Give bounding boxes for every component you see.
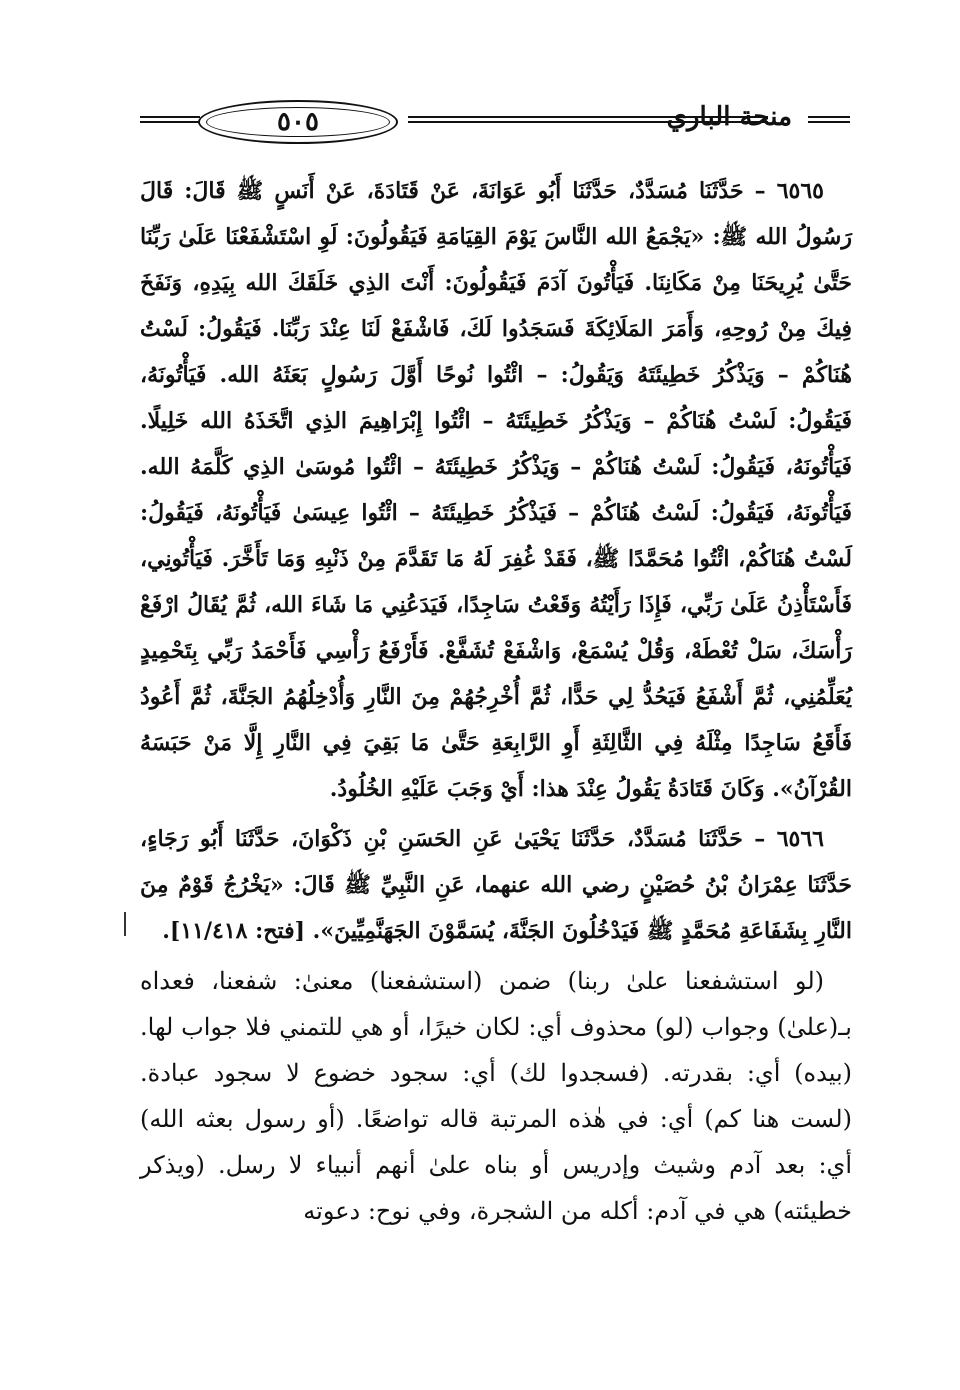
page-body	[140, 168, 852, 1234]
page-number: ٥٠٥	[277, 107, 319, 137]
hadith-6565: ٦٥٦٥ – حَدَّثَنَا مُسَدَّدٌ، حَدَّثَنَا أَبُو عَوَانَةَ، عَنْ قَتَادَةَ، عَنْ أَنَسٍ ﷺ قَالَ: قَالَ رَسُولُ الله ﷺ: «يَجْمَعُ الله النَّاسَ يَوْمَ القِيَامَةِ فَيَقُولُونَ: لَوِ اسْتَشْفَعْنَا عَلَىٰ رَبِّنَا حَتَّىٰ يُرِيحَنَا مِنْ مَكَانِنَا. فَيَأْتُونَ آدَمَ فَيَقُولُونَ: أَنْتَ الذِي خَلَقَكَ الله بِيَدِهِ، وَنَفَخَ فِيكَ مِنْ رُوحِهِ، وَأَمَرَ المَلَائِكَةَ فَسَجَدُوا لَكَ، فَاشْفَعْ لَنَا عِنْدَ رَبِّنَا. فَيَقُولُ: لَسْتُ هُنَاكُمْ – وَيَذْكُرُ خَطِيئَتَهُ وَيَقُولُ: – ائْتُوا نُوحًا أَوَّلَ رَسُولٍ بَعَثَهُ الله. فَيَأْتُونَهُ، فَيَقُولُ: لَسْتُ هُنَاكُمْ – وَيَذْكُرُ خَطِيئَتَهُ – ائْتُوا إِبْرَاهِيمَ الذِي اتَّخَذَهُ الله خَلِيلًا. فَيَأْتُونَهُ، فَيَقُولُ: لَسْتُ هُنَاكُمْ – وَيَذْكُرُ خَطِيئَتَهُ – ائْتُوا مُوسَىٰ الذِي كَلَّمَهُ الله. فَيَأْتُونَهُ، فَيَقُولُ: لَسْتُ هُنَاكُمْ – فَيَذْكُرُ خَطِيئَتَهُ – ائْتُوا عِيسَىٰ فَيَأْتُونَهُ، فَيَقُولُ: لَسْتُ هُنَاكُمْ، ائْتُوا مُحَمَّدًا ﷺ، فَقَدْ غُفِرَ لَهُ مَا تَقَدَّمَ مِنْ ذَنْبِهِ وَمَا تَأَخَّرَ. فَيَأْتُونِي، فَأَسْتَأْذِنُ عَلَىٰ رَبِّي، فَإِذَا رَأَيْتُهُ وَقَعْتُ سَاجِدًا، فَيَدَعُنِي مَا شَاءَ الله، ثُمَّ يُقَالُ ارْفَعْ رَأْسَكَ، سَلْ تُعْطَهْ، وَقُلْ يُسْمَعْ، وَاشْفَعْ تُشَفَّعْ. فَأَرْفَعُ رَأْسِي فَأَحْمَدُ رَبِّي بِتَحْمِيدٍ يُعَلِّمُنِي، ثُمَّ أَشْفَعُ فَيَحُدُّ لِي حَدًّا، ثُمَّ أُخْرِجُهُمْ مِنَ النَّارِ وَأُدْخِلُهُمُ الجَنَّةَ، ثُمَّ أَعُودُ فَأَقَعُ سَاجِدًا مِثْلَهُ فِي الثَّالِثَةِ أَوِ الرَّابِعَةِ حَتَّىٰ مَا بَقِيَ فِي النَّارِ إِلَّا مَنْ حَبَسَهُ القُرْآنُ». وَكَانَ قَتَادَةُ يَقُولُ عِنْدَ هذا: أَيْ وَجَبَ عَلَيْهِ الخُلُودُ.	[140, 178, 853, 802]
book-title: منحة الباري	[666, 102, 792, 132]
hadith-6566: ٦٥٦٦ – حَدَّثَنَا مُسَدَّدٌ، حَدَّثَنَا يَحْيَىٰ عَنِ الحَسَنِ بْنِ ذَكْوَانَ، حَدَّثَنَا أَبُو رَجَاءٍ، حَدَّثَنَا عِمْرَانُ بْنُ حُصَيْنٍ رضي الله عنهما، عَنِ النَّبِيِّ ﷺ قَالَ: «يَخْرُجُ قَوْمٌ مِنَ النَّارِ بِشَفَاعَةِ مُحَمَّدٍ ﷺ فَيَدْخُلُونَ الجَنَّةَ، يُسَمَّوْنَ الجَهَنَّمِيِّينَ». [فتح: ١١/٤١٨].	[140, 826, 852, 944]
margin-mark	[124, 912, 126, 936]
header-rule-left	[140, 116, 200, 126]
commentary-text: (لو استشفعنا علىٰ ربنا) ضمن (استشفعنا) معنىٰ: شفعنا، فعداه بـ(علىٰ) وجواب (لو) محذوف أي: لكان خيرًا، أو هي للتمني فلا جواب لها. (بيده) أي: بقدرته. (فسجدوا لك) أي: سجود خضوع لا سجود عبادة. (لست هنا كم) أي: في هٰذه المرتبة قاله تواضعًا. (أو رسول بعثه الله) أي: بعد آدم وشيث وإدريس أو بناه علىٰ أنهم أنبياء لا رسل. (ويذكر خطيئته) هي في آدم: أكله من الشجرة، وفي نوح: دعوته	[140, 967, 852, 1225]
page-number-oval	[198, 100, 398, 144]
page-header	[140, 98, 850, 148]
header-rule-right	[808, 116, 850, 126]
